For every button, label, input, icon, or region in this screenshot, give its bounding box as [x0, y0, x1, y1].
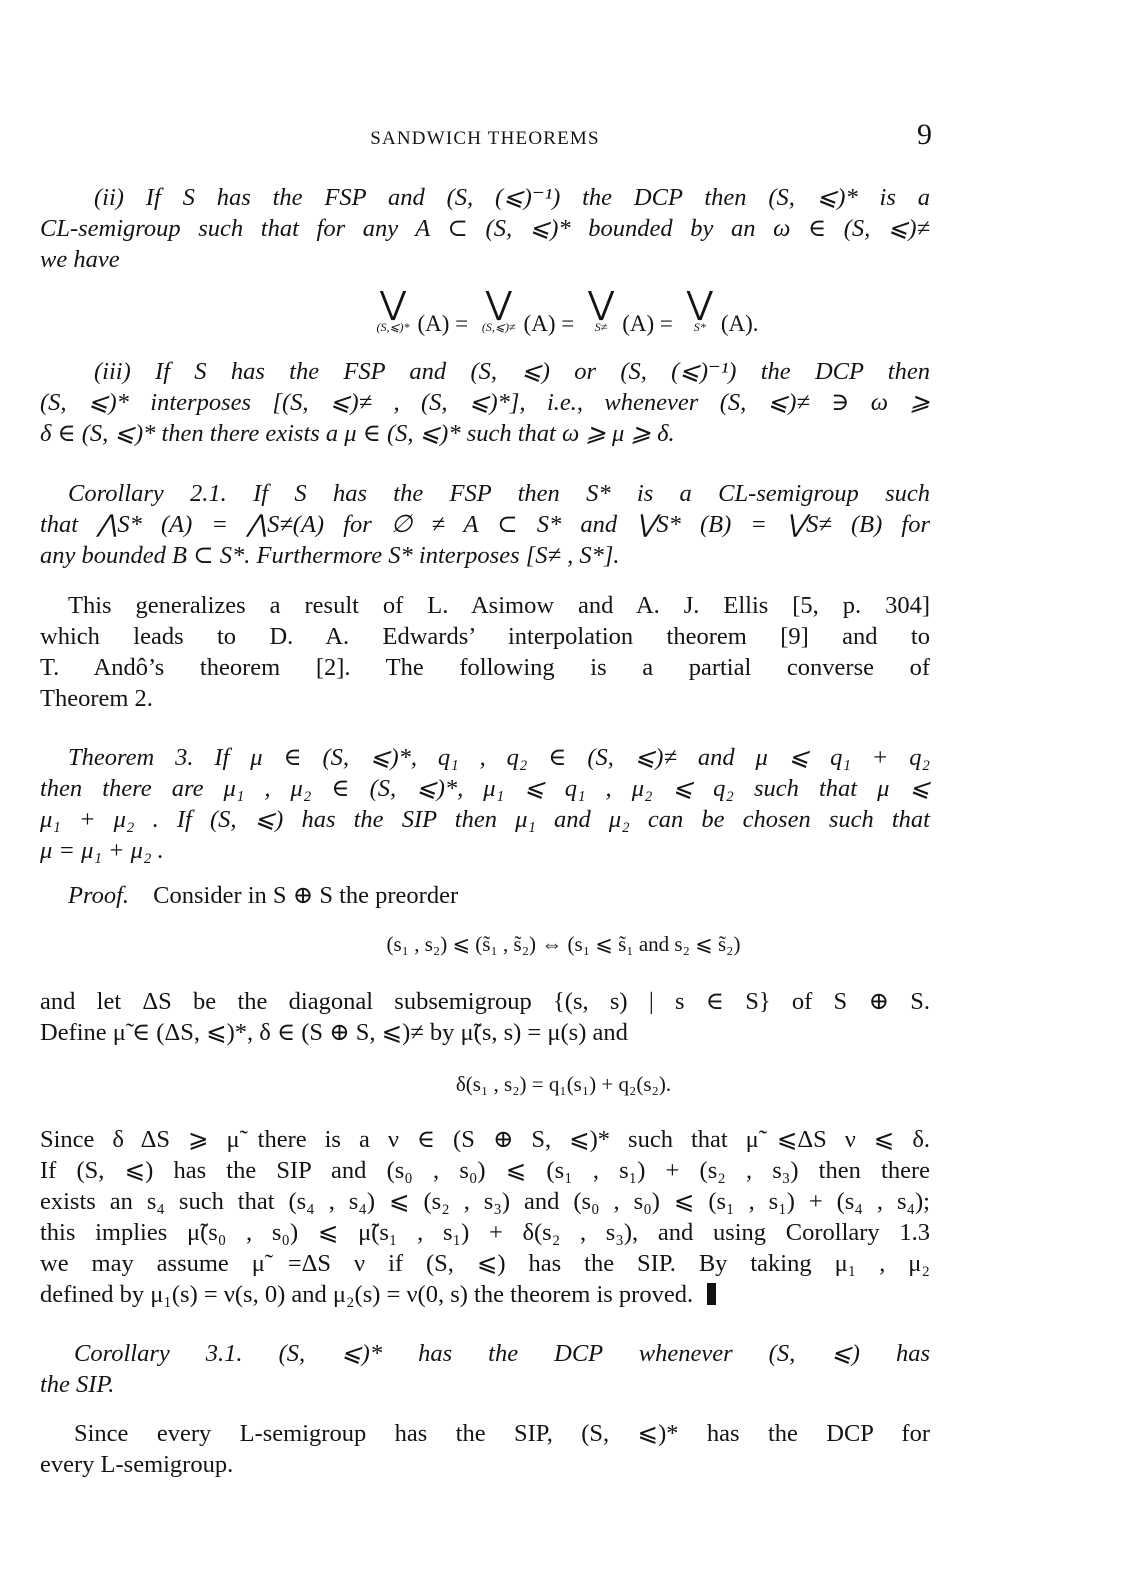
closing-line-2: every L-semigroup.	[40, 1451, 234, 1478]
proof-b-line-3: exists an s₄ such that (s₄ , s₄) ⩽ (s₂ , s₃) and (s₀ , s₀) ⩽ (s₁ , s₁) + (s₄ , s₄);	[40, 1188, 930, 1215]
sup-term-2: ⋁ (S,⩽)≠	[481, 285, 516, 334]
theorem-3-line-4: μ = μ₁ + μ₂ .	[40, 837, 164, 864]
corollary-3-1	[40, 1338, 930, 1400]
remark-line-3: T. Andô’s theorem [2]. The following is a partial converse of	[40, 654, 930, 681]
sup-operand-2: (A) =	[523, 311, 575, 336]
theorem-3-line-3: μ₁ + μ₂ . If (S, ⩽) has the SIP then μ₁ and μ₂ can be chosen such that	[40, 806, 930, 833]
sup-operand-3: (A) =	[622, 311, 673, 336]
display-supremum-equality	[0, 284, 1127, 337]
corollary-2-1-line-2: that ⋀S* (A) = ⋀S≠(A) for ∅ ≠ A ⊂ S* and ⋁S* (B) = ⋁S≠ (B) for	[40, 511, 930, 538]
proof-label: Proof.	[68, 882, 130, 909]
remark-line-4: Theorem 2.	[40, 685, 153, 712]
corollary-2-1	[40, 478, 930, 571]
proof-a-line-2: Define μ̃ ∈ (ΔS, ⩽)*, δ ∈ (S ⊕ S, ⩽)≠ by μ̃(s, s) = μ(s) and	[40, 1019, 628, 1046]
theorem-3	[40, 742, 930, 866]
theorem-3-line-2: then there are μ₁ , μ₂ ∈ (S, ⩽)*, μ₁ ⩽ q₁ , μ₂ ⩽ q₂ such that μ ⩽	[40, 775, 930, 802]
sup-term-3: ⋁ S≠	[587, 285, 615, 334]
item-iii-line-2: (S, ⩽)* interposes [(S, ⩽)≠ , (S, ⩽)*], i.e., whenever (S, ⩽)≠ ∋ ω ⩾	[40, 389, 930, 416]
sup-subscript-4: S*	[693, 320, 706, 334]
sup-term-1: ⋁ (S,⩽)*	[376, 285, 410, 334]
proof-intro	[40, 880, 930, 911]
corollary-3-1-line-2: the SIP.	[40, 1371, 115, 1398]
proof-b-line-5: we may assume μ̃ =ΔS ν if (S, ⩽) has the SIP. By taking μ₁ , μ₂	[40, 1250, 930, 1277]
corollary-2-1-line-3: any bounded B ⊂ S*. Furthermore S* interposes [S≠ , S*].	[40, 542, 620, 569]
page-number: 9	[917, 118, 932, 151]
proof-intro-text: Consider in S ⊕ S the preorder	[153, 882, 459, 909]
proof-paragraph-b	[40, 1124, 930, 1310]
proof-b-line-1: Since δ ΔS ⩾ μ̃ there is a ν ∈ (S ⊕ S, ⩽)* such that μ̃ ⩽ΔS ν ⩽ δ.	[40, 1126, 930, 1153]
proof-b-line-6: defined by μ₁(s) = ν(s, 0) and μ₂(s) = ν(0, s) the theorem is proved.	[40, 1281, 694, 1308]
item-ii	[40, 182, 930, 275]
sup-operand-4: (A).	[720, 311, 759, 336]
closing-paragraph	[40, 1418, 930, 1480]
sup-operand-1: (A) =	[417, 311, 469, 336]
sup-subscript-3: S≠	[594, 320, 608, 334]
proof-b-line-2: If (S, ⩽) has the SIP and (s₀ , s₀) ⩽ (s₁ , s₁) + (s₂ , s₃) then there	[40, 1157, 930, 1184]
display-delta: δ(s₁ , s₂) = q₁(s₁) + q₂(s₂).	[455, 1072, 672, 1096]
item-iii-line-3: δ ∈ (S, ⩽)* then there exists a μ ∈ (S, ⩽)* such that ω ⩾ μ ⩾ δ.	[40, 420, 675, 447]
remark-paragraph	[40, 590, 930, 714]
running-head: SANDWICH THEOREMS	[370, 128, 600, 149]
item-ii-line-3: we have	[40, 246, 120, 273]
qed-mark	[707, 1283, 716, 1305]
item-iii	[40, 356, 930, 449]
remark-line-1: This generalizes a result of L. Asimow and A. J. Ellis [5, p. 304]	[68, 592, 930, 619]
item-ii-line-2: CL-semigroup such that for any A ⊂ (S, ⩽)* bounded by an ω ∈ (S, ⩽)≠	[40, 215, 930, 242]
sup-subscript-2: (S,⩽)≠	[481, 320, 516, 334]
proof-paragraph-a	[40, 986, 930, 1048]
sup-subscript-1: (S,⩽)*	[376, 320, 410, 334]
corollary-3-1-line-1: Corollary 3.1. (S, ⩽)* has the DCP whenever (S, ⩽) has	[74, 1340, 930, 1367]
proof-a-line-1: and let ΔS be the diagonal subsemigroup {(s, s) | s ∈ S} of S ⊕ S.	[40, 988, 930, 1015]
proof-b-line-4: this implies μ̃(s₀ , s₀) ⩽ μ̃(s₁ , s₁) + δ(s₂ , s₃), and using Corollary 1.3	[40, 1219, 930, 1246]
closing-line-1: Since every L-semigroup has the SIP, (S, ⩽)* has the DCP for	[74, 1420, 930, 1447]
corollary-2-1-line-1: Corollary 2.1. If S has the FSP then S* is a CL-semigroup such	[68, 480, 930, 507]
item-iii-line-1: (iii) If S has the FSP and (S, ⩽) or (S, (⩽)⁻¹) the DCP then	[94, 358, 930, 385]
display-preorder: (s₁ , s₂) ⩽ (s̃₁ , s̃₂) ⇔ (s₁ ⩽ s̃₁ and s₂ ⩽ s̃₂)	[386, 932, 741, 956]
sup-term-4: ⋁ S*	[686, 285, 713, 334]
remark-line-2: which leads to D. A. Edwards’ interpolation theorem [9] and to	[40, 623, 930, 650]
theorem-3-line-1: Theorem 3. If μ ∈ (S, ⩽)*, q₁ , q₂ ∈ (S, ⩽)≠ and μ ⩽ q₁ + q₂	[68, 744, 930, 771]
item-ii-line-1: (ii) If S has the FSP and (S, (⩽)⁻¹) the DCP then (S, ⩽)* is a	[94, 184, 930, 211]
page-header	[40, 118, 930, 162]
